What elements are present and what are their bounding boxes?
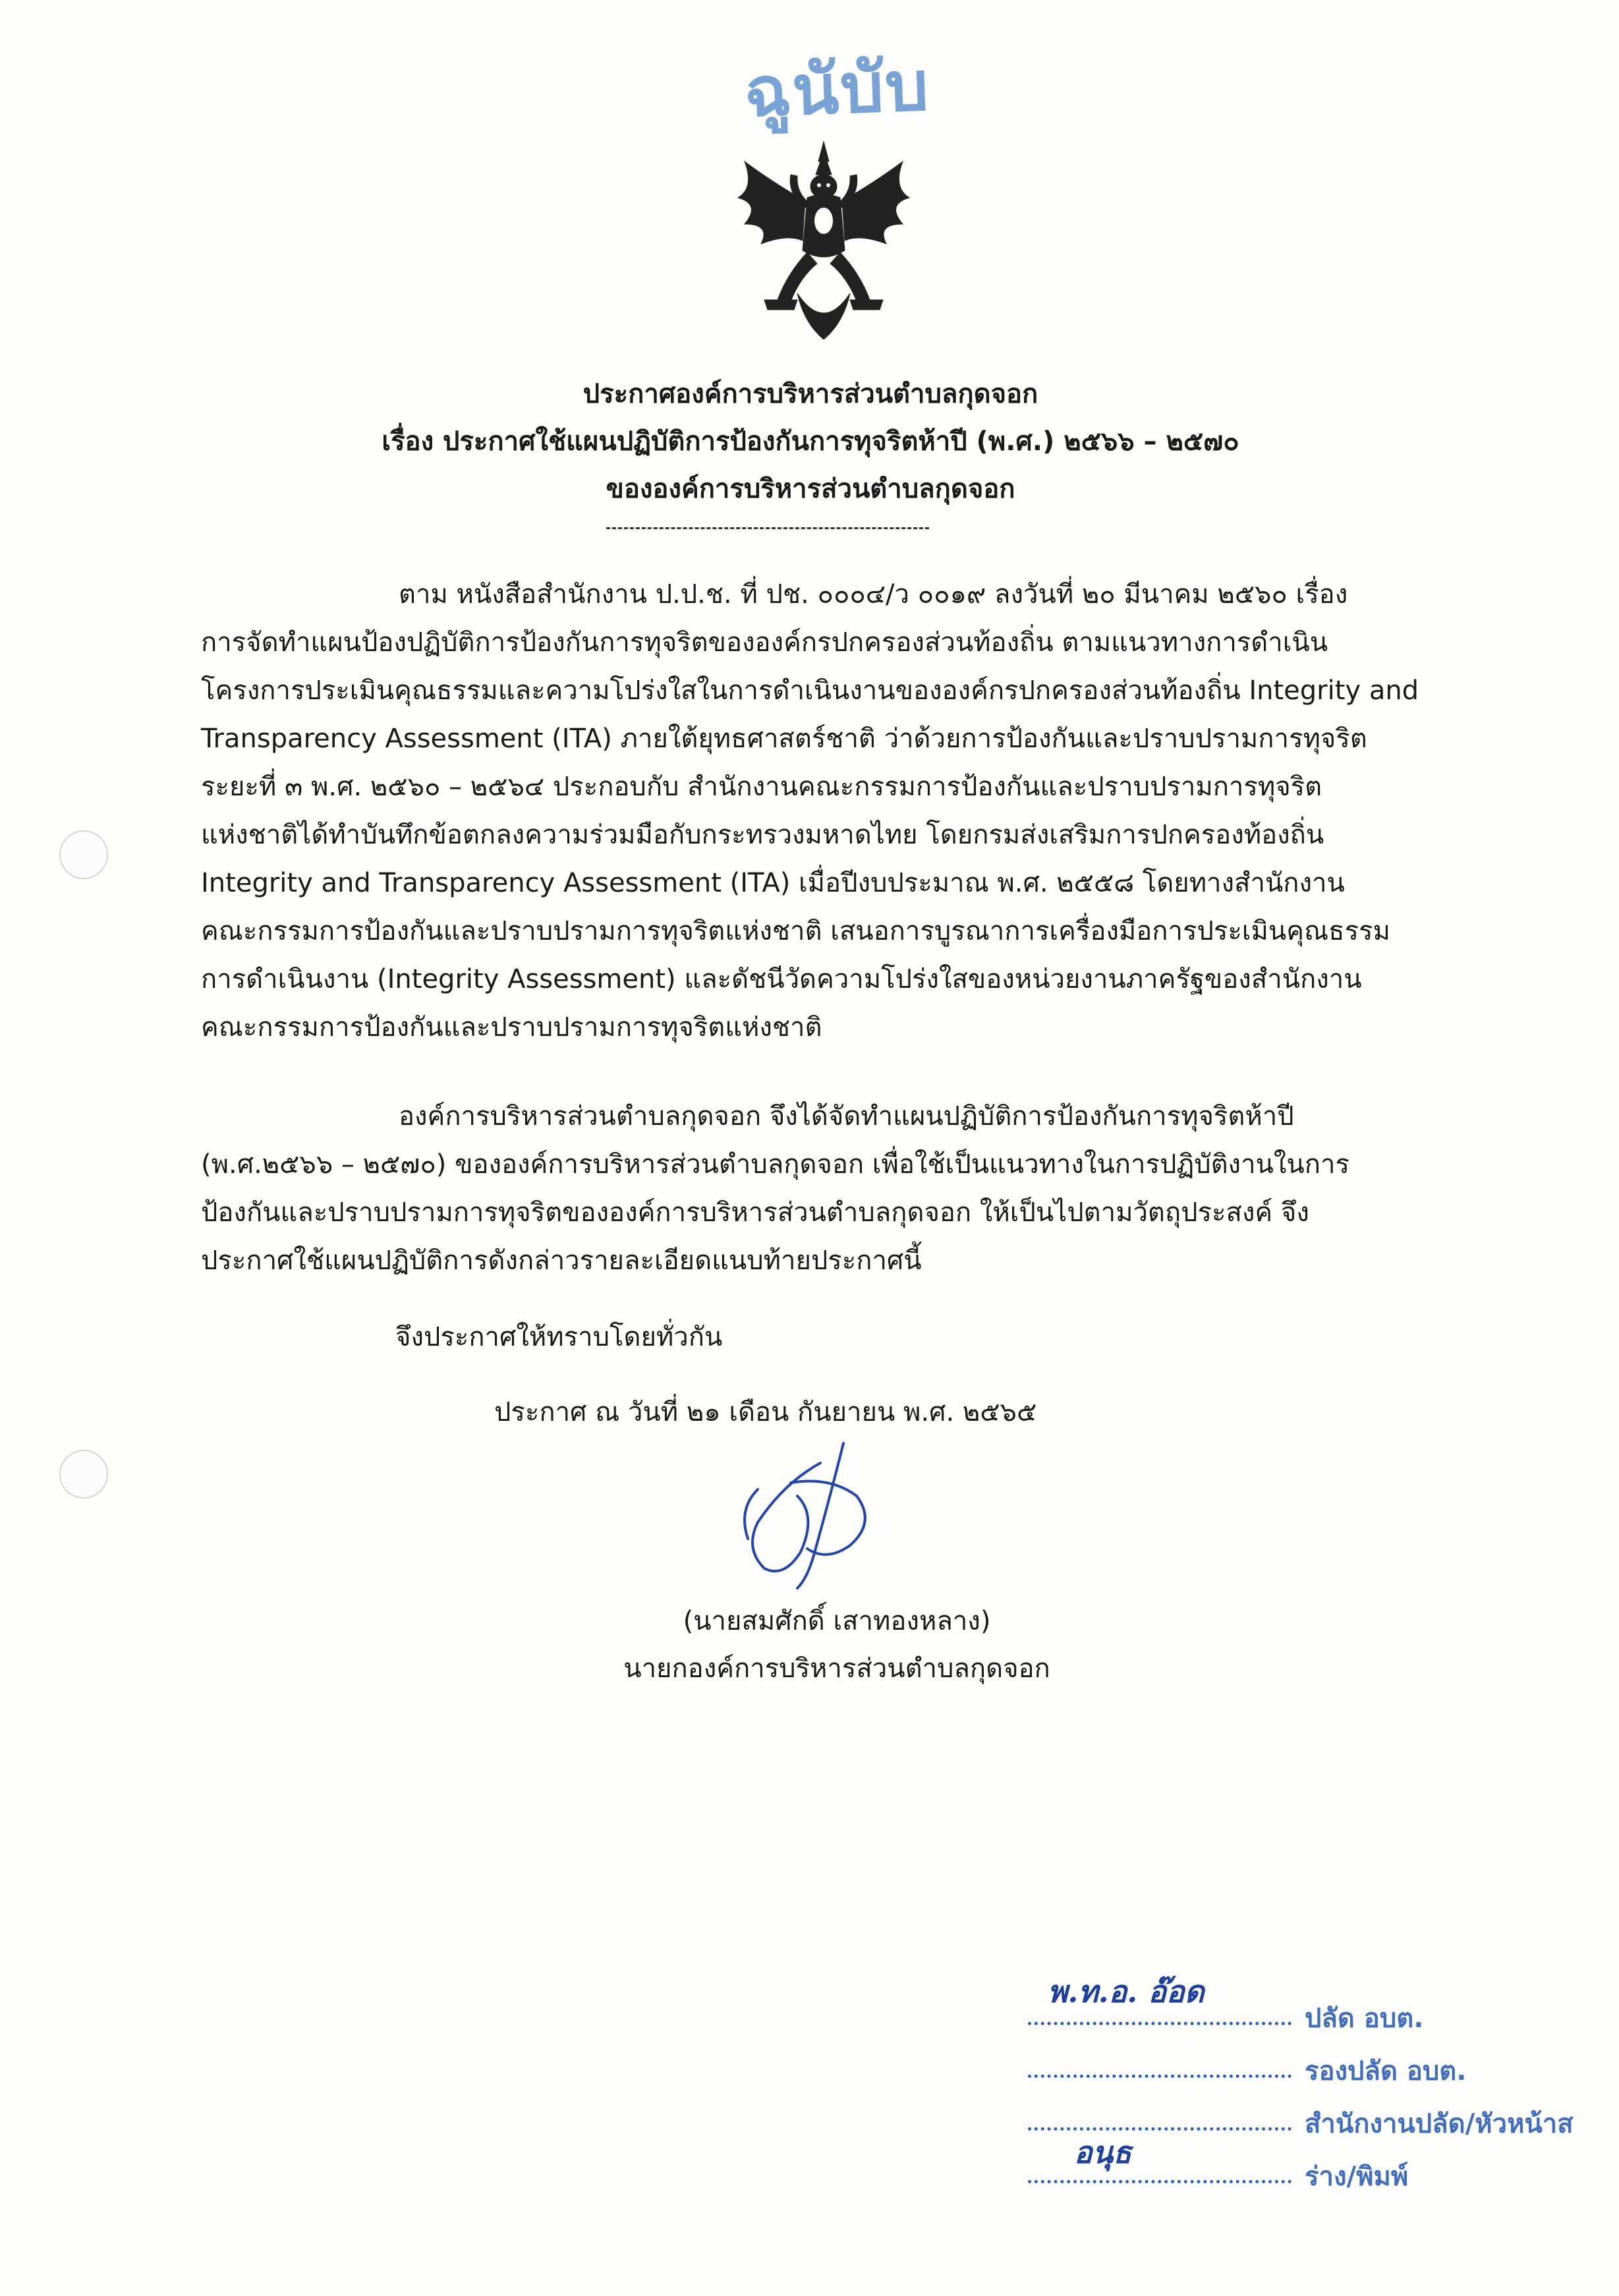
paragraph-line: Integrity and Transparency Assessment (ITA) เมื่อปีงบประมาณ พ.ศ. ๒๕๕๘ โดยทางสำนักงาน [201, 868, 1345, 898]
paragraph-line: ตาม หนังสือสำนักงาน ป.ป.ช. ที่ ปช. ๐๐๐๔/ว ๐๐๑๙ ลงวันที่ ๒๐ มีนาคม ๒๕๖๐ เรื่อง [399, 579, 1348, 610]
announcement-header [217, 370, 1404, 513]
paragraph-line: ระยะที่ ๓ พ.ศ. ๒๕๖๐ – ๒๕๖๔ ประกอบกับ สำนักงานคณะกรรมการป้องกันและปราบปรามการทุจริต [201, 772, 1322, 802]
routing-dots [1028, 2180, 1292, 2183]
date-line: ประกาศ ณ วันที่ ๒๑ เดือน กันยายน พ.ศ. ๒๕๖๕ [494, 1397, 1037, 1427]
routing-label: สำนักงานปลัด/หัวหน้าส [1305, 2109, 1574, 2139]
signer-block [580, 1597, 1094, 1692]
routing-row [1028, 1974, 1601, 2035]
signature [685, 1437, 962, 1595]
paragraph-line: คณะกรรมการป้องกันและปราบปรามการทุจริตแห่งชาติ [201, 1012, 822, 1043]
paragraph-line: การจัดทำแผนป้องปฏิบัติการป้องกันการทุจริตขององค์กรปกครองส่วนท้องถิ่น ตามแนวทางการดำเนิน [201, 627, 1328, 658]
paragraph-1 [201, 571, 1436, 1052]
signer-title: นายกองค์การบริหารส่วนตำบลกุดจอก [623, 1653, 1050, 1684]
header-divider [606, 527, 929, 529]
garuda-emblem [725, 135, 923, 346]
routing-dots [1028, 2127, 1292, 2131]
paragraph-line: Transparency Assessment (ITA) ภายใต้ยุทธศาสตร์ชาติ ว่าด้วยการป้องกันและปราบปรามการทุจริต [201, 724, 1367, 754]
routing-stamp [1028, 1974, 1601, 2214]
routing-label: รองปลัด อบต. [1305, 2056, 1467, 2086]
punch-hole [59, 1450, 108, 1499]
paragraph-line: องค์การบริหารส่วนตำบลกุดจอก จึงได้จัดทำแผนปฏิบัติการป้องกันการทุจริตห้าปี [399, 1101, 1294, 1132]
routing-dots [1028, 2022, 1292, 2025]
paragraph-line: แห่งชาติได้ทำบันทึกข้อตกลงความร่วมมือกับกระทรวงมหาดไทย โดยกรมส่งเสริมการปกครองท้องถิ่น [201, 820, 1324, 850]
paragraph-line: (พ.ศ.๒๕๖๖ – ๒๕๗๐) ขององค์การบริหารส่วนตำบลกุดจอก เพื่อใช้เป็นแนวทางในการปฏิบัติงานในการ [201, 1149, 1349, 1180]
header-subject: เรื่อง ประกาศใช้แผนปฏิบัติการป้องกันการทุจริตห้าปี (พ.ศ.) ๒๕๖๖ – ๒๕๗๐ [382, 426, 1239, 457]
routing-label: ปลัด อบต. [1305, 2003, 1424, 2034]
routing-row [1028, 2135, 1601, 2193]
paragraph-line: ประกาศใช้แผนปฏิบัติการดังกล่าวรายละเอียดแนบท้ายประกาศนี้ [201, 1246, 922, 1276]
routing-row [1028, 2050, 1601, 2088]
routing-dots [1028, 2075, 1292, 2078]
header-owner: ขององค์การบริหารส่วนตำบลกุดจอก [606, 474, 1015, 504]
paragraph-line: คณะกรรมการป้องกันและปราบปรามการทุจริตแห่งชาติ เสนอการบูรณาการเครื่องมือการประเมินคุณธรรม [201, 916, 1390, 946]
signer-name: (นายสมศักดิ์ เสาทองหลาง) [683, 1606, 991, 1636]
paragraph-2 [201, 1093, 1436, 1285]
paragraph-line: โครงการประเมินคุณธรรมและความโปร่งใสในการดำเนินงานขององค์กรปกครองส่วนท้องถิ่น Integrity and [201, 675, 1419, 706]
closing-line: จึงประกาศให้ทราบโดยทั่วกัน [395, 1322, 723, 1352]
paragraph-line: ป้องกันและปราบปรามการทุจริตขององค์การบริหารส่วนตำบลกุดจอก ให้เป็นไปตามวัตถุประสงค์ จึง [201, 1197, 1309, 1228]
copy-stamp: ฉูนับับ [742, 45, 932, 132]
routing-handwriting: พ.ท.อ. อ๊อด [1048, 1974, 1205, 2009]
punch-hole [59, 830, 108, 879]
paragraph-line: การดำเนินงาน (Integrity Assessment) และดัชนีวัดความโปร่งใสของหน่วยงานภาครัฐของสำนักงาน [201, 964, 1362, 994]
routing-handwriting: อนุธ [1074, 2135, 1132, 2170]
routing-label: ร่าง/พิมพ์ [1305, 2162, 1409, 2192]
header-org: ประกาศองค์การบริหารส่วนตำบลกุดจอก [582, 379, 1038, 409]
